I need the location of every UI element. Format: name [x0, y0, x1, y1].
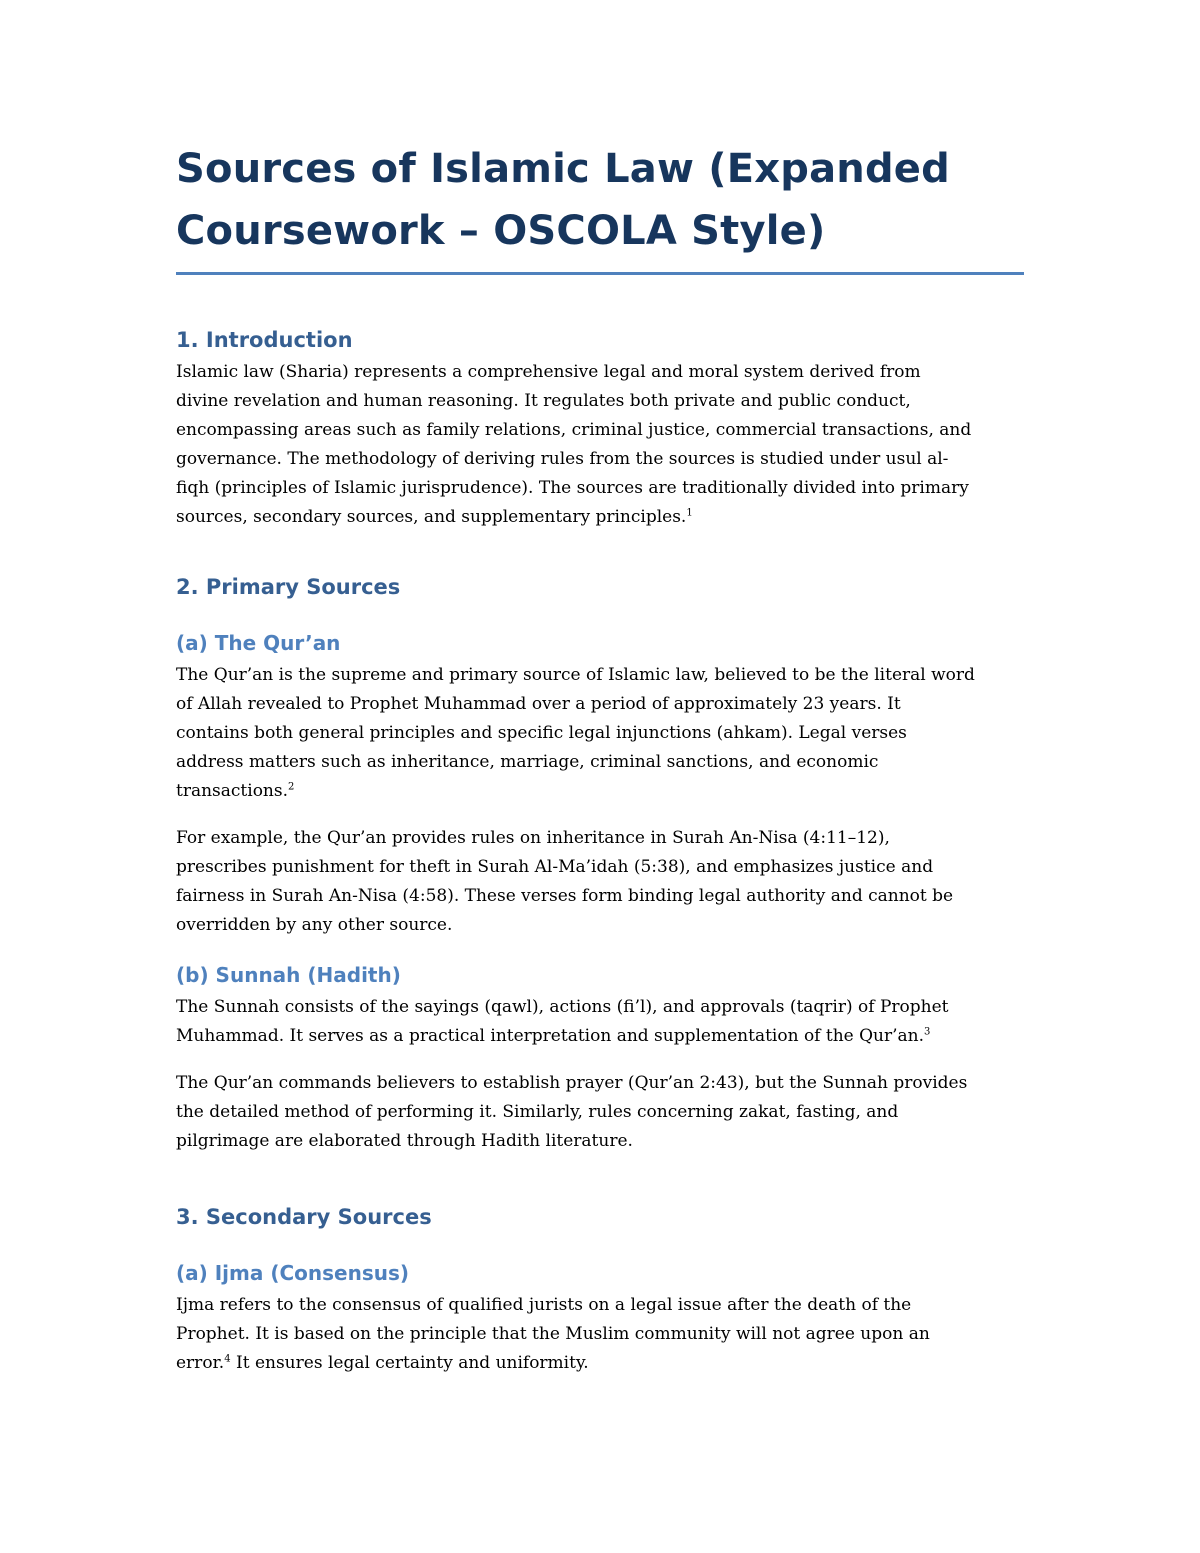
text-line: contains both general principles and specific legal injunctions (ahkam). Legal verses: [176, 723, 907, 743]
text-line: overridden by any other source.: [176, 915, 453, 935]
footnote-ref[interactable]: 1: [686, 507, 693, 519]
document-page: [176, 138, 1026, 1378]
title-line-2: Coursework – OSCOLA Style): [176, 208, 826, 254]
heading-introduction: 1. Introduction: [176, 328, 353, 352]
text-line: address matters such as inheritance, marriage, criminal sanctions, and economic: [176, 752, 879, 772]
sunnah-paragraph-1: [176, 993, 1026, 1051]
text-line: The Sunnah consists of the sayings (qawl), actions (fi’l), and approvals (taqrir) of Prophet: [176, 997, 949, 1017]
title-underline: [176, 272, 1024, 275]
heading-ijma: (a) Ijma (Consensus): [176, 1261, 410, 1285]
text-line: pilgrimage are elaborated through Hadith literature.: [176, 1131, 633, 1151]
footnote-ref[interactable]: 3: [924, 1026, 931, 1038]
text-line: sources, secondary sources, and supplementary principles.: [176, 507, 687, 527]
text-line: The Qur’an is the supreme and primary source of Islamic law, believed to be the literal word: [176, 665, 975, 685]
sunnah-paragraph-2: [176, 1069, 1026, 1156]
heading-primary-sources: 2. Primary Sources: [176, 575, 401, 599]
text-fragment: error.: [176, 1353, 225, 1373]
title-line-1: Sources of Islamic Law (Expanded: [176, 146, 950, 192]
text-line: of Allah revealed to Prophet Muhammad over a period of approximately 23 years. It: [176, 694, 901, 714]
intro-paragraph: [176, 358, 1026, 532]
text-line: fairness in Surah An-Nisa (4:58). These verses form binding legal authority and cannot be: [176, 886, 954, 906]
document-title: [176, 138, 1026, 262]
quran-paragraph-1: [176, 661, 1026, 806]
text-line: governance. The methodology of deriving rules from the sources is studied under usul al-: [176, 449, 949, 469]
text-line: The Qur’an commands believers to establish prayer (Qur’an 2:43), but the Sunnah provides: [176, 1073, 968, 1093]
text-line: encompassing areas such as family relations, criminal justice, commercial transactions, and: [176, 420, 972, 440]
text-line: Muhammad. It serves as a practical interpretation and supplementation of the Qur’an.: [176, 1026, 925, 1046]
text-line: Ijma refers to the consensus of qualified jurists on a legal issue after the death of the: [176, 1295, 912, 1315]
footnote-ref[interactable]: 2: [288, 781, 295, 793]
heading-secondary-sources: 3. Secondary Sources: [176, 1205, 432, 1229]
text-fragment: It ensures legal certainty and uniformity.: [230, 1353, 589, 1373]
footnote-ref[interactable]: 4: [224, 1353, 231, 1365]
text-line: For example, the Qur’an provides rules on inheritance in Surah An-Nisa (4:11–12),: [176, 828, 890, 848]
text-line: fiqh (principles of Islamic jurisprudence). The sources are traditionally divided into primary: [176, 478, 969, 498]
heading-quran: (a) The Qur’an: [176, 631, 341, 655]
text-line: Prophet. It is based on the principle that the Muslim community will not agree upon an: [176, 1324, 930, 1344]
quran-paragraph-2: [176, 824, 1026, 940]
ijma-paragraph: [176, 1291, 1026, 1378]
heading-sunnah: (b) Sunnah (Hadith): [176, 963, 401, 987]
text-line: Islamic law (Sharia) represents a comprehensive legal and moral system derived from: [176, 362, 921, 382]
text-line: divine revelation and human reasoning. It regulates both private and public conduct,: [176, 391, 911, 411]
text-line: transactions.: [176, 781, 289, 801]
text-line: the detailed method of performing it. Similarly, rules concerning zakat, fasting, and: [176, 1102, 899, 1122]
text-line: prescribes punishment for theft in Surah Al-Ma’idah (5:38), and emphasizes justice and: [176, 857, 934, 877]
